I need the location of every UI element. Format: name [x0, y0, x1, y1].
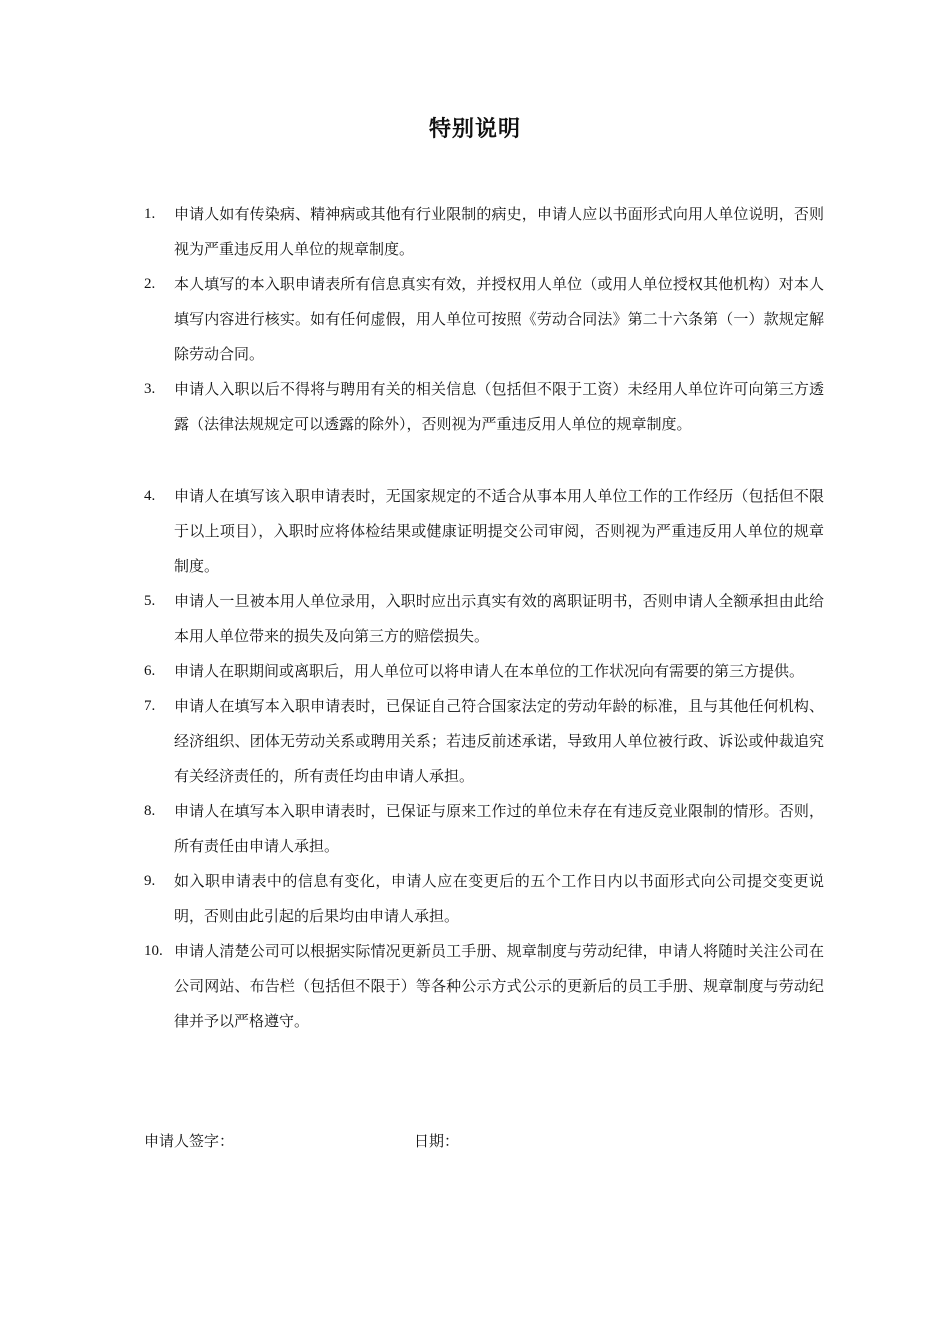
item-text: 申请人在填写本入职申请表时，已保证自己符合国家法定的劳动年龄的标准，且与其他任何机构、经济组织、团体无劳动关系或聘用关系；若违反前述承诺，导致用人单位被行政、诉讼或仲裁追究有关经济责任的，所有责任均由申请人承担。 [174, 697, 824, 785]
item-text: 申请人在填写本入职申请表时，已保证与原来工作过的单位未存在有违反竞业限制的情形。否则，所有责任由申请人承担。 [174, 802, 824, 855]
list-item [144, 654, 824, 689]
list-item [144, 372, 824, 442]
item-number: 1. [144, 206, 156, 222]
list-item [144, 267, 824, 372]
signature-label: 申请人签字： [144, 1132, 235, 1150]
terms-list [144, 197, 824, 1039]
date-label: 日期： [414, 1132, 460, 1150]
item-number: 4. [144, 488, 156, 504]
item-number: 6. [144, 663, 156, 679]
list-item [144, 864, 824, 934]
list-item [144, 479, 824, 584]
item-text: 如入职申请表中的信息有变化，申请人应在变更后的五个工作日内以书面形式向公司提交变更说明，否则由此引起的后果均由申请人承担。 [174, 872, 824, 925]
item-number: 10. [144, 943, 163, 959]
item-number: 7. [144, 698, 156, 714]
document-title: 特别说明 [428, 117, 521, 142]
list-item [144, 689, 824, 794]
list-item [144, 197, 824, 267]
item-number: 3. [144, 381, 156, 397]
item-text: 本人填写的本入职申请表所有信息真实有效，并授权用人单位（或用人单位授权其他机构）对本人填写内容进行核实。如有任何虚假，用人单位可按照《劳动合同法》第二十六条第（一）款规定解除劳动合同。 [174, 275, 824, 363]
item-text: 申请人清楚公司可以根据实际情况更新员工手册、规章制度与劳动纪律，申请人将随时关注公司在公司网站、布告栏（包括但不限于）等各种公示方式公示的更新后的员工手册、规章制度与劳动纪律并予以严格遵守。 [174, 942, 824, 1030]
list-item [144, 794, 824, 864]
item-text: 申请人入职以后不得将与聘用有关的相关信息（包括但不限于工资）未经用人单位许可向第三方透露（法律法规规定可以透露的除外），否则视为严重违反用人单位的规章制度。 [174, 380, 824, 433]
item-text: 申请人如有传染病、精神病或其他有行业限制的病史，申请人应以书面形式向用人单位说明，否则视为严重违反用人单位的规章制度。 [174, 205, 824, 258]
item-number: 5. [144, 593, 156, 609]
item-number: 8. [144, 803, 156, 819]
item-number: 2. [144, 276, 156, 292]
list-item [144, 584, 824, 654]
list-item [144, 934, 824, 1039]
item-text: 申请人一旦被本用人单位录用，入职时应出示真实有效的离职证明书，否则申请人全额承担由此给本用人单位带来的损失及向第三方的赔偿损失。 [174, 592, 824, 645]
item-number: 9. [144, 873, 156, 889]
item-text: 申请人在填写该入职申请表时，无国家规定的不适合从事本用人单位工作的工作经历（包括但不限于以上项目），入职时应将体检结果或健康证明提交公司审阅，否则视为严重违反用人单位的规章制度。 [174, 487, 824, 575]
item-text: 申请人在职期间或离职后，用人单位可以将申请人在本单位的工作状况向有需要的第三方提供。 [174, 662, 805, 680]
